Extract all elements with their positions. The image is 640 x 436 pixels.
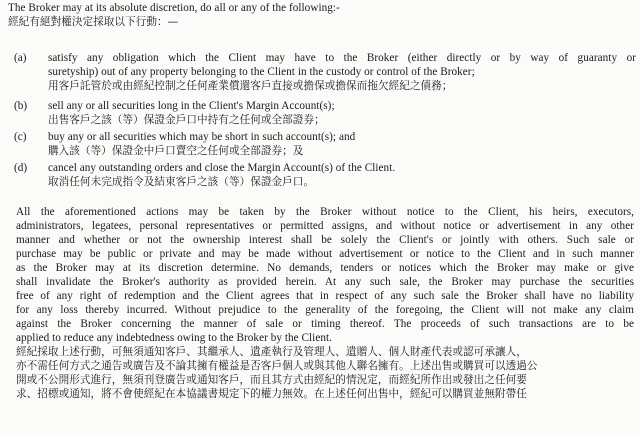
paragraph-english-line-8: for any loss thereby incurred. Without prejudice to the generality of the foregoing, the Client will not make any claim [16, 304, 634, 316]
paragraph-chinese-line-4: 求、招標或通知，將不會使經紀在本協議書規定下的權力無效。在上述任何出售中，經紀可以購買並無附帶任 [16, 388, 527, 400]
paragraph-english-line-6: shall invalidate the Broker's authority as provided herein. At any such sale, the Broker may purchase the securities [16, 276, 634, 288]
item-a-english-line-1: satisfy any obligation which the Client may have to the Broker (either directly or by way of guaranty or [48, 52, 636, 64]
intro-english: The Broker may at its absolute discretion, do all or any of the following:- [8, 2, 340, 14]
paragraph-english-line-3: manner and whether or not the ownership interest shall be solely the Client's or jointly with others. Such sale or [16, 234, 634, 246]
paragraph-chinese-line-2: 亦不需任何方式之通告或廣告及不論其擁有權益是否客戶個人或與其他人聯名擁有。上述出售或購買可以透過公 [16, 360, 538, 372]
paragraph-chinese-line-3: 開或不公開形式進行，無須刊登廣告或通知客戶，而且其方式由經紀的情況定，而經紀所作出或發出之任何要 [16, 374, 527, 386]
paragraph-english-line-1: All the aforementioned actions may be taken by the Broker without notice to the Client, his heirs, executors, [16, 206, 634, 218]
paragraph-english-line-7: free of any right of redemption and the Client agrees that in respect of any such sale the Broker shall have no liability [16, 290, 634, 302]
item-c-label: (c) [14, 131, 27, 143]
paragraph-english-line-2: administrators, legatees, personal representatives or permitted assigns, and without notice or advertisement in any other [16, 220, 634, 232]
paragraph-english-line-5: as the Broker may at its discretion determine. No demands, tenders or notices which the Broker may make or give [16, 262, 634, 274]
item-d-chinese: 取消任何未完成指令及結束客戶之該（等）保證金戶口。 [48, 176, 315, 188]
paragraph-english-line-10: applied to reduce any indebtedness owing to the Broker by the Client. [16, 332, 332, 344]
item-b-chinese: 出售客戶之該（等）保證金戶口中持有之任何或全部證券； [48, 114, 325, 126]
item-a-label: (a) [14, 52, 27, 64]
item-b-label: (b) [14, 100, 28, 112]
item-d-label: (d) [14, 162, 28, 174]
item-d-english: cancel any outstanding orders and close the Margin Account(s) of the Client. [48, 162, 396, 174]
item-a-english-line-2: suretyship) out of any property belonging to the Client in the custody or control of the Broker; [48, 66, 475, 78]
paragraph-english-line-9: against the Broker concerning the manner of sale or timing thereof. The proceeds of such transactions are to be [16, 318, 634, 330]
paragraph-english-line-4: purchase may be public or private and may be made without advertisement or notice to the Client and in such manner [16, 248, 634, 260]
item-b-english: sell any or all securities long in the Client's Margin Account(s); [48, 100, 335, 112]
intro-chinese: 經紀有絕對權決定採取以下行動：— [8, 16, 179, 28]
item-c-english: buy any or all securities which may be short in such account(s); and [48, 131, 356, 143]
item-c-chinese: 購入該（等）保證金中戶口賣空之任何或全部證券；及 [48, 145, 304, 157]
item-a-chinese: 用客戶託管於或由經紀控制之任何產業償還客戶直接或擔保或擔保而拖欠經紀之債務； [48, 80, 453, 92]
paragraph-chinese-line-1: 經紀採取上述行動，可無須通知客戶、其繼承人、遺產執行及管理人、遺贈人、個人財產代表或認可承讓人， [16, 346, 527, 358]
